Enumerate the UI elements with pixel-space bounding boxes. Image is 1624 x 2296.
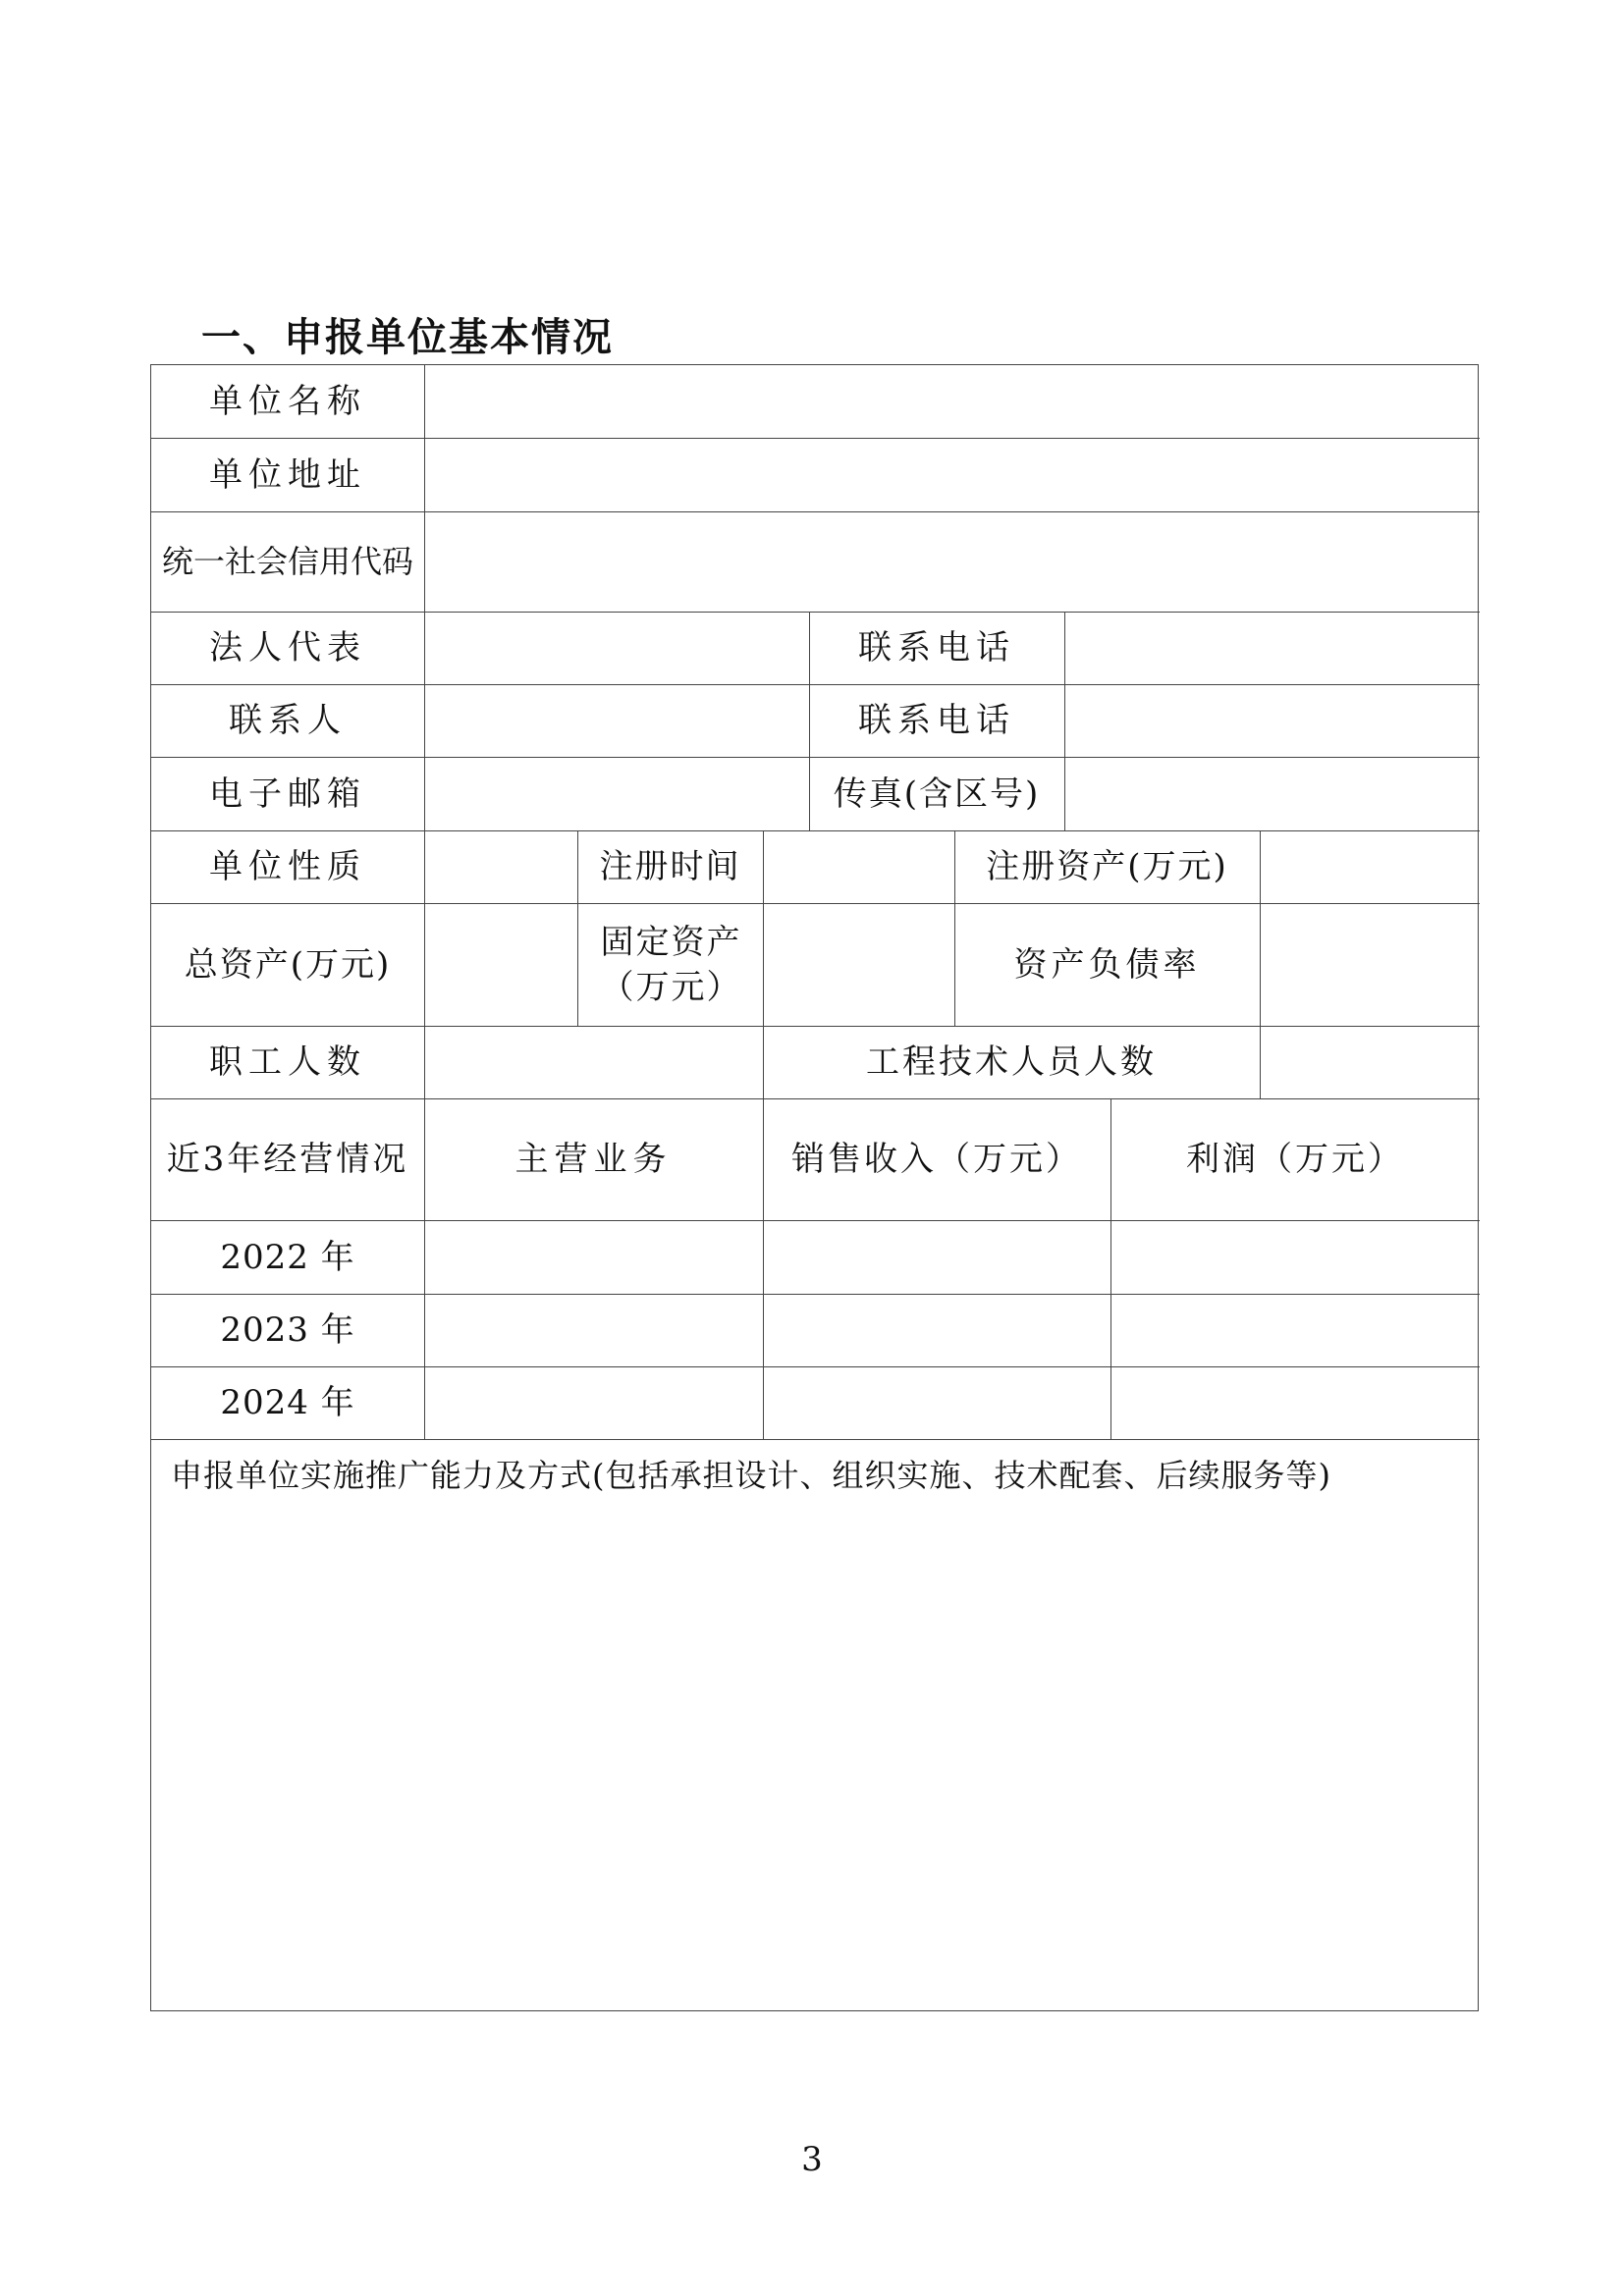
label-fax: 传真(含区号) bbox=[833, 774, 1041, 814]
label-email: 电子邮箱 bbox=[209, 774, 366, 814]
legal-rep-field[interactable] bbox=[425, 612, 809, 684]
total-assets-field[interactable] bbox=[425, 903, 577, 1026]
year-label: 2022 年 bbox=[220, 1237, 355, 1277]
label-main-business: 主营业务 bbox=[514, 1140, 673, 1179]
reg-time-field[interactable] bbox=[764, 830, 954, 903]
fixed-assets-field[interactable] bbox=[764, 903, 954, 1026]
unit-name-field[interactable] bbox=[425, 365, 1480, 438]
business-2023-cell[interactable] bbox=[425, 1294, 763, 1366]
phone-1-field[interactable] bbox=[1065, 612, 1480, 684]
revenue-2023-cell[interactable] bbox=[764, 1294, 1110, 1366]
label-sales-revenue: 销售收入（万元） bbox=[791, 1140, 1082, 1179]
applicant-info-form bbox=[150, 364, 1479, 2011]
debt-ratio-field[interactable] bbox=[1261, 903, 1480, 1026]
section-heading: 一、申报单位基本情况 bbox=[201, 315, 614, 360]
label-profit: 利润（万元） bbox=[1186, 1140, 1404, 1179]
revenue-2022-cell[interactable] bbox=[764, 1220, 1110, 1294]
unit-nature-field[interactable] bbox=[425, 830, 577, 903]
label-reg-capital: 注册资产(万元) bbox=[986, 847, 1228, 886]
label-legal-rep: 法人代表 bbox=[209, 628, 366, 667]
label-operating-3yr: 近3年经营情况 bbox=[166, 1140, 409, 1179]
profit-2022-cell[interactable] bbox=[1111, 1220, 1480, 1294]
label-unit-address: 单位地址 bbox=[209, 454, 366, 495]
fax-field[interactable] bbox=[1065, 757, 1480, 830]
profit-2024-cell[interactable] bbox=[1111, 1366, 1480, 1439]
business-2022-cell[interactable] bbox=[425, 1220, 763, 1294]
label-debt-ratio: 资产负债率 bbox=[1013, 944, 1201, 985]
label-unit-name: 单位名称 bbox=[209, 382, 366, 421]
label-staff-count: 职工人数 bbox=[209, 1042, 366, 1082]
unit-address-field[interactable] bbox=[425, 438, 1480, 511]
label-phone-2: 联系电话 bbox=[858, 701, 1015, 740]
phone-2-field[interactable] bbox=[1065, 684, 1480, 757]
reg-capital-field[interactable] bbox=[1261, 830, 1480, 903]
label-unit-nature: 单位性质 bbox=[209, 847, 366, 886]
engineer-count-field[interactable] bbox=[1261, 1026, 1480, 1098]
staff-count-field[interactable] bbox=[425, 1026, 763, 1098]
label-engineer-count: 工程技术人员人数 bbox=[866, 1042, 1157, 1082]
label-total-assets: 总资产(万元) bbox=[184, 944, 392, 985]
year-label: 2024 年 bbox=[220, 1383, 355, 1422]
business-2024-cell[interactable] bbox=[425, 1366, 763, 1439]
label-credit-code: 统一社会信用代码 bbox=[161, 543, 413, 580]
email-field[interactable] bbox=[425, 757, 809, 830]
year-label: 2023 年 bbox=[220, 1310, 355, 1350]
contact-field[interactable] bbox=[425, 684, 809, 757]
credit-code-field[interactable] bbox=[425, 511, 1480, 612]
page-number: 3 bbox=[801, 2140, 823, 2179]
revenue-2024-cell[interactable] bbox=[764, 1366, 1110, 1439]
label-reg-time: 注册时间 bbox=[599, 847, 741, 886]
label-phone-1: 联系电话 bbox=[858, 628, 1015, 667]
profit-2023-cell[interactable] bbox=[1111, 1294, 1480, 1366]
label-capability: 申报单位实施推广能力及方式(包括承担设计、组织实施、技术配套、后续服务等) bbox=[171, 1457, 1331, 1494]
label-contact: 联系人 bbox=[229, 701, 347, 740]
label-fixed-assets: 固定资产（万元） bbox=[600, 922, 742, 1007]
capability-field[interactable] bbox=[151, 1527, 1477, 2008]
